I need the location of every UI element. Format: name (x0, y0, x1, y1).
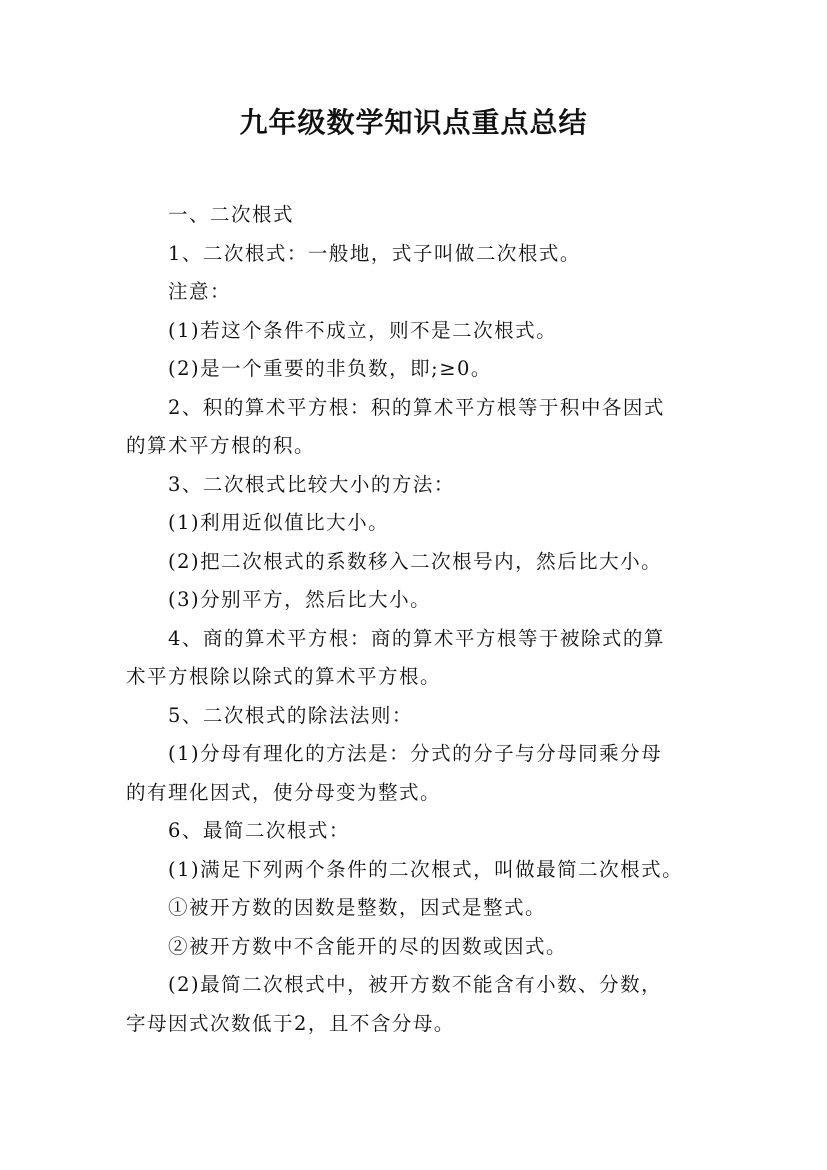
paragraph-line: 术平方根除以除式的算术平方根。 (126, 665, 442, 688)
paragraph-line: 2、积的算术平方根：积的算术平方根等于积中各因式 (168, 395, 665, 419)
section-heading-radicals: 一、二次根式 (168, 203, 295, 226)
paragraph-line: 5、二次根式的除法法则： (168, 703, 413, 727)
paragraph-line: 的有理化因式，使分母变为整式。 (126, 780, 442, 804)
paragraph-line: (2)是一个重要的非负数，即;≥0。 (168, 357, 492, 380)
paragraph-line: (2)最简二次根式中，被开方数不能含有小数、分数， (168, 973, 663, 996)
paragraph-line: 注意： (168, 280, 232, 303)
document-body (126, 196, 716, 1043)
paragraph-line: (1)满足下列两个条件的二次根式，叫做最简二次根式。 (168, 857, 684, 881)
paragraph-line: (1)分母有理化的方法是：分式的分子与分母同乘分母 (168, 742, 663, 765)
paragraph-line: 6、最简二次根式： (168, 819, 350, 842)
paragraph-line: (1)若这个条件不成立，则不是二次根式。 (168, 318, 558, 342)
paragraph-line: 的算术平方根的积。 (126, 434, 316, 457)
paragraph-line: 1、二次根式：一般地，式子叫做二次根式。 (168, 241, 581, 265)
paragraph-line: 3、二次根式比较大小的方法： (168, 472, 455, 496)
paragraph-line: 4、商的算术平方根：商的算术平方根等于被除式的算 (168, 626, 665, 650)
paragraph-line: 字母因式次数低于2，且不含分母。 (126, 1011, 455, 1035)
paragraph-line: (1)利用近似值比大小。 (168, 511, 390, 534)
paragraph-line: (3)分别平方，然后比大小。 (168, 588, 432, 611)
paragraph-line: ①被开方数的因数是整数，因式是整式。 (168, 896, 547, 919)
document-title: 九年级数学知识点重点总结 (239, 106, 588, 139)
paragraph-line: (2)把二次根式的系数移入二次根号内，然后比大小。 (168, 549, 663, 573)
paragraph-line: ②被开方数中不含能开的尽的因数或因式。 (168, 934, 568, 958)
